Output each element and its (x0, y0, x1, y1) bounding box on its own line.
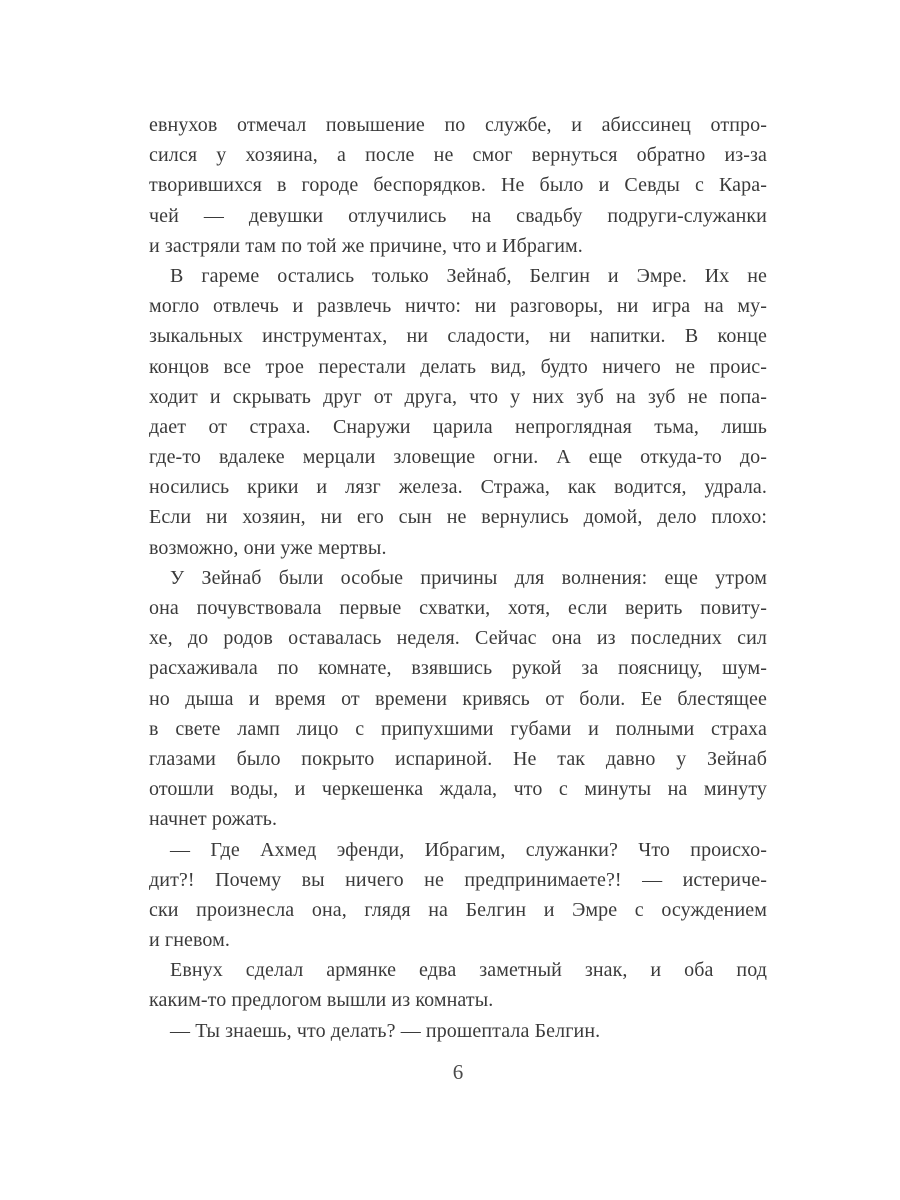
text-line: начнет рожать. (149, 808, 278, 831)
text-line: чей — девушки отлучились на свадьбу подруги-служанки (149, 204, 767, 227)
text-line: В гареме остались только Зейнаб, Белгин и Эмре. Их не (170, 264, 767, 287)
paragraph-dialogue (149, 1016, 767, 1046)
text-line: могло отвлечь и развлечь ничто: ни разговоры, ни игра на му- (149, 295, 767, 318)
text-line: отошли воды, и черкешенка ждала, что с минуты на минуту (149, 778, 767, 801)
text-line: дит?! Почему вы ничего не предпринимаете?! — истериче- (149, 868, 767, 891)
text-line: ходит и скрывать друг от друга, что у них зуб на зуб не попа- (149, 385, 767, 408)
text-line: она почувствовала первые схватки, хотя, если верить повиту- (149, 597, 767, 619)
paragraph (149, 955, 767, 1015)
text-line: творившихся в городе беспорядков. Не было и Севды с Кара- (149, 174, 767, 197)
text-line: носились крики и лязг железа. Стража, как водится, удрала. (149, 476, 767, 499)
paragraph (149, 563, 767, 835)
text-line: У Зейнаб были особые причины для волнения: еще утром (170, 566, 767, 589)
text-line: — Где Ахмед эфенди, Ибрагим, служанки? Что происхо- (170, 838, 767, 861)
paragraph-dialogue (149, 835, 767, 956)
text-line: ски произнесла она, глядя на Белгин и Эмре с осуждением (149, 898, 767, 921)
text-line: расхаживала по комнате, взявшись рукой за поясницу, шум- (149, 657, 767, 680)
text-line: где-то вдалеке мерцали зловещие огни. А еще откуда-то до- (149, 446, 767, 469)
body-text (149, 110, 767, 1046)
text-line: глазами было покрыто испариной. Не так давно у Зейнаб (149, 747, 767, 770)
paragraph (149, 261, 767, 563)
text-line: дает от страха. Снаружи царила непроглядная тьма, лишь (149, 415, 767, 438)
text-line: — Ты знаешь, что делать? — прошептала Белгин. (170, 1019, 601, 1042)
text-line: возможно, они уже мертвы. (149, 536, 387, 559)
text-line: евнухов отмечал повышение по службе, и абиссинец отпро- (149, 114, 767, 136)
text-line: сился у хозяина, а после не смог вернуться обратно из-за (149, 144, 767, 167)
text-line: концов все трое перестали делать вид, будто ничего не проис- (149, 355, 767, 378)
text-line: хе, до родов оставалась неделя. Сейчас она из последних сил (149, 627, 767, 650)
text-line: зыкальных инструментах, ни сладости, ни напитки. В конце (149, 325, 767, 348)
text-line: каким-то предлогом вышли из комнаты. (149, 989, 494, 1012)
text-line: и гневом. (149, 929, 230, 952)
paragraph (149, 110, 767, 261)
text-line: и застряли там по той же причине, что и Ибрагим. (149, 234, 583, 257)
text-line: Евнух сделал армянке едва заметный знак, и оба под (170, 959, 767, 982)
text-line: Если ни хозяин, ни его сын не вернулись домой, дело плохо: (149, 506, 767, 529)
text-line: в свете ламп лицо с припухшими губами и полными страха (149, 717, 767, 740)
page-number: 6 (452, 1060, 464, 1084)
text-line: но дыша и время от времени кривясь от боли. Ее блестящее (149, 687, 767, 710)
